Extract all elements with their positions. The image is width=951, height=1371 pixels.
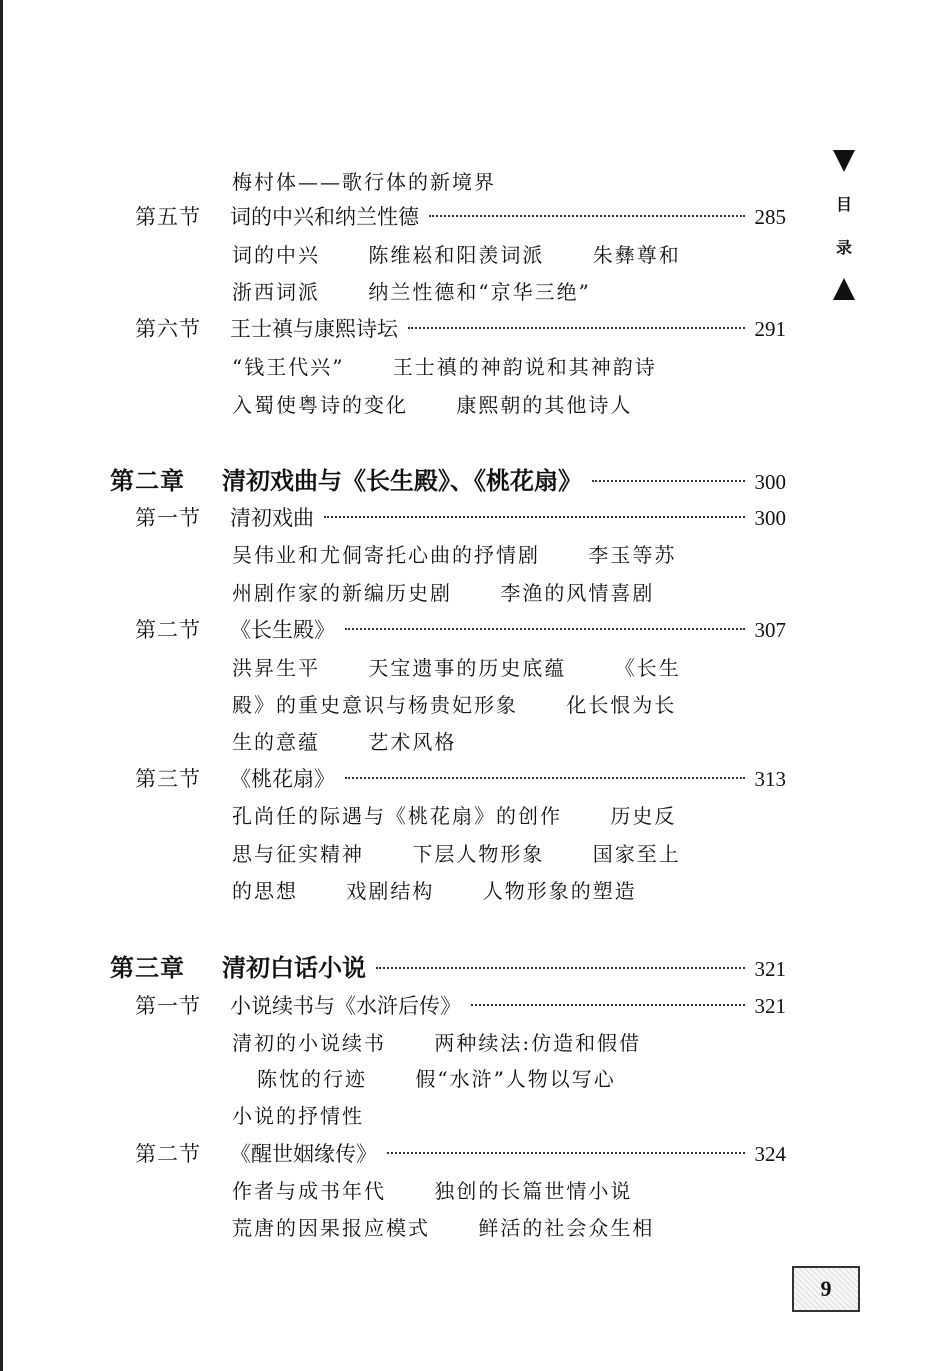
subtopic: 假“水浒”人物以写心 <box>415 1067 616 1091</box>
subtopic: 下层人物形象 <box>412 842 545 866</box>
chapter-label: 第三章 <box>110 953 185 982</box>
page-number: 321 <box>754 957 786 981</box>
subtopic: 王士禛的神韵说和其神韵诗 <box>392 355 657 379</box>
page-number: 321 <box>754 994 786 1018</box>
toc-subtopics <box>0 348 951 386</box>
section-label: 第一节 <box>135 506 201 530</box>
section-title: 小说续书与《水浒后传》 <box>230 994 461 1018</box>
dot-leader <box>387 1152 745 1154</box>
section-title: 清初戏曲 <box>230 506 314 530</box>
subtopic: 荒唐的因果报应模式 <box>232 1216 430 1240</box>
toc-subtopics <box>0 574 951 612</box>
subtopic: 词的中兴 <box>232 243 320 267</box>
toc-section-entry[interactable] <box>0 760 951 798</box>
section-title: 词的中兴和纳兰性德 <box>230 205 419 229</box>
subtopic: 陈忱的行迹 <box>257 1067 367 1091</box>
subtopic: 人物形象的塑造 <box>482 879 637 903</box>
section-title: 《醒世姻缘传》 <box>230 1142 377 1166</box>
dot-leader <box>408 327 745 329</box>
toc-subtopics <box>0 686 951 724</box>
subtopic: 陈维崧和阳羡词派 <box>368 243 545 267</box>
subtopic: 独创的长篇世情小说 <box>434 1179 633 1203</box>
toc-section-entry[interactable] <box>0 1135 951 1173</box>
subtopic: 李渔的风情喜剧 <box>500 581 655 605</box>
page-number: 291 <box>754 317 786 341</box>
subtopic: 历史反 <box>610 804 677 828</box>
section-title: 《长生殿》 <box>230 618 335 642</box>
subtopic: 两种续法:仿造和假借 <box>434 1031 642 1055</box>
toc-chapter-entry[interactable] <box>0 462 951 500</box>
subtopic: 的思想 <box>232 879 298 903</box>
toc-subtopics <box>0 1024 951 1062</box>
subtopic: 化长恨为长 <box>566 693 677 717</box>
toc-section-entry[interactable] <box>0 611 951 649</box>
page-number: 300 <box>754 506 786 530</box>
subtopic: 朱彝尊和 <box>592 243 681 267</box>
section-title: 《桃花扇》 <box>230 767 335 791</box>
page-number: 313 <box>754 767 786 791</box>
toc-subtopics <box>0 1209 951 1247</box>
subtopic: 鲜活的社会众生相 <box>478 1216 655 1240</box>
side-tab-char: 目 <box>835 195 852 214</box>
toc-subtopics <box>0 1097 951 1135</box>
page-number: 307 <box>754 618 786 642</box>
subtopic: 艺术风格 <box>368 730 457 754</box>
dot-leader <box>592 480 745 482</box>
subtopic: 州剧作家的新编历史剧 <box>232 581 452 605</box>
subtopic: 小说的抒情性 <box>232 1104 364 1128</box>
page-number-box <box>792 1266 860 1312</box>
toc-section-entry[interactable] <box>0 310 951 348</box>
toc-section-entry[interactable] <box>0 198 951 236</box>
section-label: 第二节 <box>135 618 201 642</box>
subtopic: 《长生 <box>614 656 681 680</box>
subtopic: 天宝遗事的历史底蕴 <box>368 656 567 680</box>
subtopic: 洪昇生平 <box>232 656 320 680</box>
section-label: 第二节 <box>135 1142 201 1166</box>
dot-leader <box>324 516 745 518</box>
toc-subtopics <box>0 797 951 835</box>
section-label: 第一节 <box>135 994 201 1018</box>
subtopic: 梅村体——歌行体的新境界 <box>232 170 496 194</box>
toc-subtopics <box>0 1172 951 1210</box>
section-label: 第三节 <box>135 767 201 791</box>
toc-subtopics <box>0 386 951 424</box>
chapter-label: 第二章 <box>110 466 185 495</box>
toc-subtopics <box>0 1060 951 1098</box>
toc-subtopics <box>0 236 951 274</box>
side-tab-char: 录 <box>835 238 852 257</box>
subtopic: 国家至上 <box>592 842 681 866</box>
toc-subtopics <box>0 273 951 311</box>
subtopic: 作者与成书年代 <box>232 1179 386 1203</box>
subtopic: 浙西词派 <box>232 280 320 304</box>
page-number: 285 <box>754 205 786 229</box>
subtopic: 入蜀使粤诗的变化 <box>232 393 408 417</box>
dot-leader <box>345 777 745 779</box>
toc-subtopics <box>0 649 951 687</box>
toc-section-entry[interactable] <box>0 987 951 1025</box>
subtopic: 吴伟业和尤侗寄托心曲的抒情剧 <box>232 543 540 567</box>
subtopic: 生的意蕴 <box>232 730 320 754</box>
subtopic: “钱王代兴” <box>232 355 345 379</box>
subtopic: 思与征实精神 <box>232 842 364 866</box>
chapter-title: 清初戏曲与《长生殿》、《桃花扇》 <box>222 466 582 495</box>
subtopic: 孔尚任的际遇与《桃花扇》的创作 <box>232 804 562 828</box>
dot-leader <box>471 1004 745 1006</box>
subtopic: 殿》的重史意识与杨贵妃形象 <box>232 693 518 717</box>
subtopic: 李玉等苏 <box>588 543 677 567</box>
subtopic: 戏剧结构 <box>346 879 435 903</box>
section-title: 王士禛与康熙诗坛 <box>230 317 398 341</box>
toc-subtopics <box>0 872 951 910</box>
triangle-down-icon <box>833 150 855 172</box>
section-label: 第五节 <box>135 205 201 229</box>
dot-leader <box>376 967 745 969</box>
toc-subtopics <box>0 835 951 873</box>
folio-number: 9 <box>820 1276 832 1301</box>
subtopic: 纳兰性德和“京华三绝” <box>368 280 591 304</box>
chapter-title: 清初白话小说 <box>222 953 366 982</box>
toc-subtopics <box>0 723 951 761</box>
toc-subtopics <box>0 163 951 201</box>
subtopic: 清初的小说续书 <box>232 1031 386 1055</box>
toc-section-entry[interactable] <box>0 499 951 537</box>
toc-chapter-entry[interactable] <box>0 949 951 987</box>
triangle-up-icon <box>833 278 855 300</box>
subtopic: 康熙朝的其他诗人 <box>456 393 633 417</box>
dot-leader <box>429 215 745 217</box>
toc-subtopics <box>0 536 951 574</box>
side-tab-contents <box>826 150 862 300</box>
page-number: 324 <box>754 1142 786 1166</box>
dot-leader <box>345 628 745 630</box>
page-number: 300 <box>754 470 786 494</box>
section-label: 第六节 <box>135 317 201 341</box>
